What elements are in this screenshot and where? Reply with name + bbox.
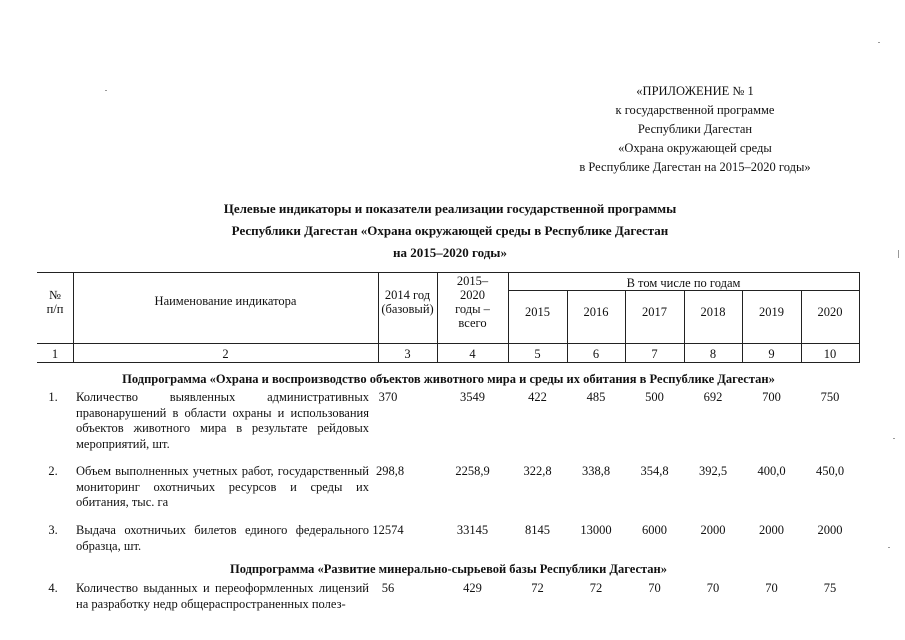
row-total-value: 3549 <box>460 390 485 404</box>
row-base-value: 298,8 <box>375 464 405 478</box>
header-year: 2019 <box>759 305 784 319</box>
header-total-line: всего <box>458 316 487 330</box>
title-line: Целевые индикаторы и показатели реализации государственной программы <box>223 201 677 216</box>
row-number: 4. <box>48 581 58 595</box>
appendix-line: «Охрана окружающей среды <box>618 141 772 155</box>
scan-speck <box>105 90 107 91</box>
row-base-value: 370 <box>378 390 398 404</box>
header-base-year <box>378 288 437 316</box>
header-total-line: 2020 <box>460 288 485 302</box>
document-title <box>180 198 720 264</box>
row-total-value: 33145 <box>456 523 489 537</box>
row-year-value: 2000 <box>817 523 843 537</box>
header-number-line: № <box>49 288 61 302</box>
header-number <box>37 288 73 316</box>
row-year-value: 485 <box>586 390 606 404</box>
header-number-line: п/п <box>46 302 64 316</box>
column-number: 10 <box>823 347 837 361</box>
row-number: 3. <box>48 523 58 537</box>
appendix-caption <box>560 82 830 177</box>
row-year-value: 422 <box>528 390 547 404</box>
row-year-value: 500 <box>645 390 664 404</box>
column-number: 1 <box>51 347 59 361</box>
header-year: 2018 <box>700 305 726 319</box>
column-number: 8 <box>709 347 717 361</box>
appendix-line: Республики Дагестан <box>637 122 753 136</box>
header-year: 2017 <box>642 305 667 319</box>
row-number: 2. <box>48 464 58 478</box>
header-total-line: 2015– <box>456 274 489 288</box>
row-year-value: 70 <box>706 581 720 595</box>
header-year: 2016 <box>583 305 609 319</box>
appendix-line: к государственной программе <box>615 103 775 117</box>
header-top-rule <box>37 272 860 273</box>
column-number: 4 <box>469 347 476 361</box>
column-number: 2 <box>222 347 229 361</box>
column-number: 9 <box>768 347 775 361</box>
row-year-value: 700 <box>762 390 781 404</box>
row-year-value: 8145 <box>525 523 550 537</box>
row-year-value: 6000 <box>642 523 667 537</box>
row-year-value: 70 <box>765 581 778 595</box>
row-total-value: 429 <box>463 581 482 595</box>
column-number: 5 <box>534 347 541 361</box>
row-base-value: 56 <box>381 581 395 595</box>
row-indicator-name: Выдача охотничьих билетов единого федерального образца, шт. <box>76 523 369 553</box>
row-year-value: 70 <box>648 581 661 595</box>
section-heading: Подпрограмма «Охрана и воспроизводство объектов животного мира и среды их обитания в Республике Дагестан» <box>122 372 775 386</box>
header-indicator-name <box>73 294 378 308</box>
row-year-value: 2000 <box>759 523 784 537</box>
row-year-value: 400,0 <box>757 464 786 478</box>
row-year-value: 750 <box>820 390 840 404</box>
row-base-value: 12574 <box>372 523 404 537</box>
row-year-value: 13000 <box>580 523 612 537</box>
scan-speck <box>888 547 890 548</box>
header-year: 2015 <box>525 305 550 319</box>
row-year-value: 322,8 <box>523 464 552 478</box>
colnum-bottom-rule <box>37 362 860 363</box>
column-number: 3 <box>404 347 411 361</box>
header-by-year <box>508 276 859 290</box>
header-base-line: (базовый) <box>381 302 434 316</box>
header-total-line: годы – <box>455 302 490 316</box>
header-indicator-name-text: Наименование индикатора <box>154 294 297 308</box>
appendix-line: в Республике Дагестан на 2015–2020 годы» <box>579 160 811 174</box>
row-total-value: 2258,9 <box>455 464 490 478</box>
column-number: 6 <box>592 347 600 361</box>
header-year: 2020 <box>817 305 843 319</box>
row-indicator-name: Количество выданных и переоформленных лицензий на разработку недр общераспространенных полез- <box>76 581 369 611</box>
section-heading: Подпрограмма «Развитие минерально-сырьевой базы Республики Дагестан» <box>229 562 668 576</box>
row-number: 1. <box>48 390 58 404</box>
row-year-value: 692 <box>703 390 723 404</box>
row-year-value: 72 <box>589 581 603 595</box>
row-year-value: 450,0 <box>815 464 845 478</box>
row-year-value: 75 <box>823 581 837 595</box>
row-year-value: 392,5 <box>698 464 728 478</box>
col-divider <box>859 272 860 362</box>
appendix-line: «ПРИЛОЖЕНИЕ № 1 <box>636 84 754 98</box>
row-year-value: 2000 <box>700 523 726 537</box>
row-year-value: 354,8 <box>640 464 669 478</box>
header-bottom-rule <box>37 343 860 344</box>
header-base-line: 2014 год <box>384 288 431 302</box>
row-year-value: 72 <box>531 581 544 595</box>
title-line: Республики Дагестан «Охрана окружающей среды в Республике Дагестан <box>231 223 669 238</box>
scan-speck <box>898 250 899 258</box>
column-number: 7 <box>651 347 658 361</box>
header-by-year-text: В том числе по годам <box>626 276 741 290</box>
title-line: на 2015–2020 годы» <box>393 245 507 260</box>
row-indicator-name: Количество выявленных административных правонарушений в области охраны и использования объектов животного мира в результате рейдовых мероприятий, шт. <box>76 390 369 451</box>
row-indicator-name: Объем выполненных учетных работ, государственный мониторинг охотничьих ресурсов и среды их обитания, тыс. га <box>76 464 369 509</box>
scan-speck <box>893 438 895 439</box>
header-total <box>437 274 508 330</box>
row-year-value: 338,8 <box>581 464 611 478</box>
scan-speck <box>878 42 880 43</box>
